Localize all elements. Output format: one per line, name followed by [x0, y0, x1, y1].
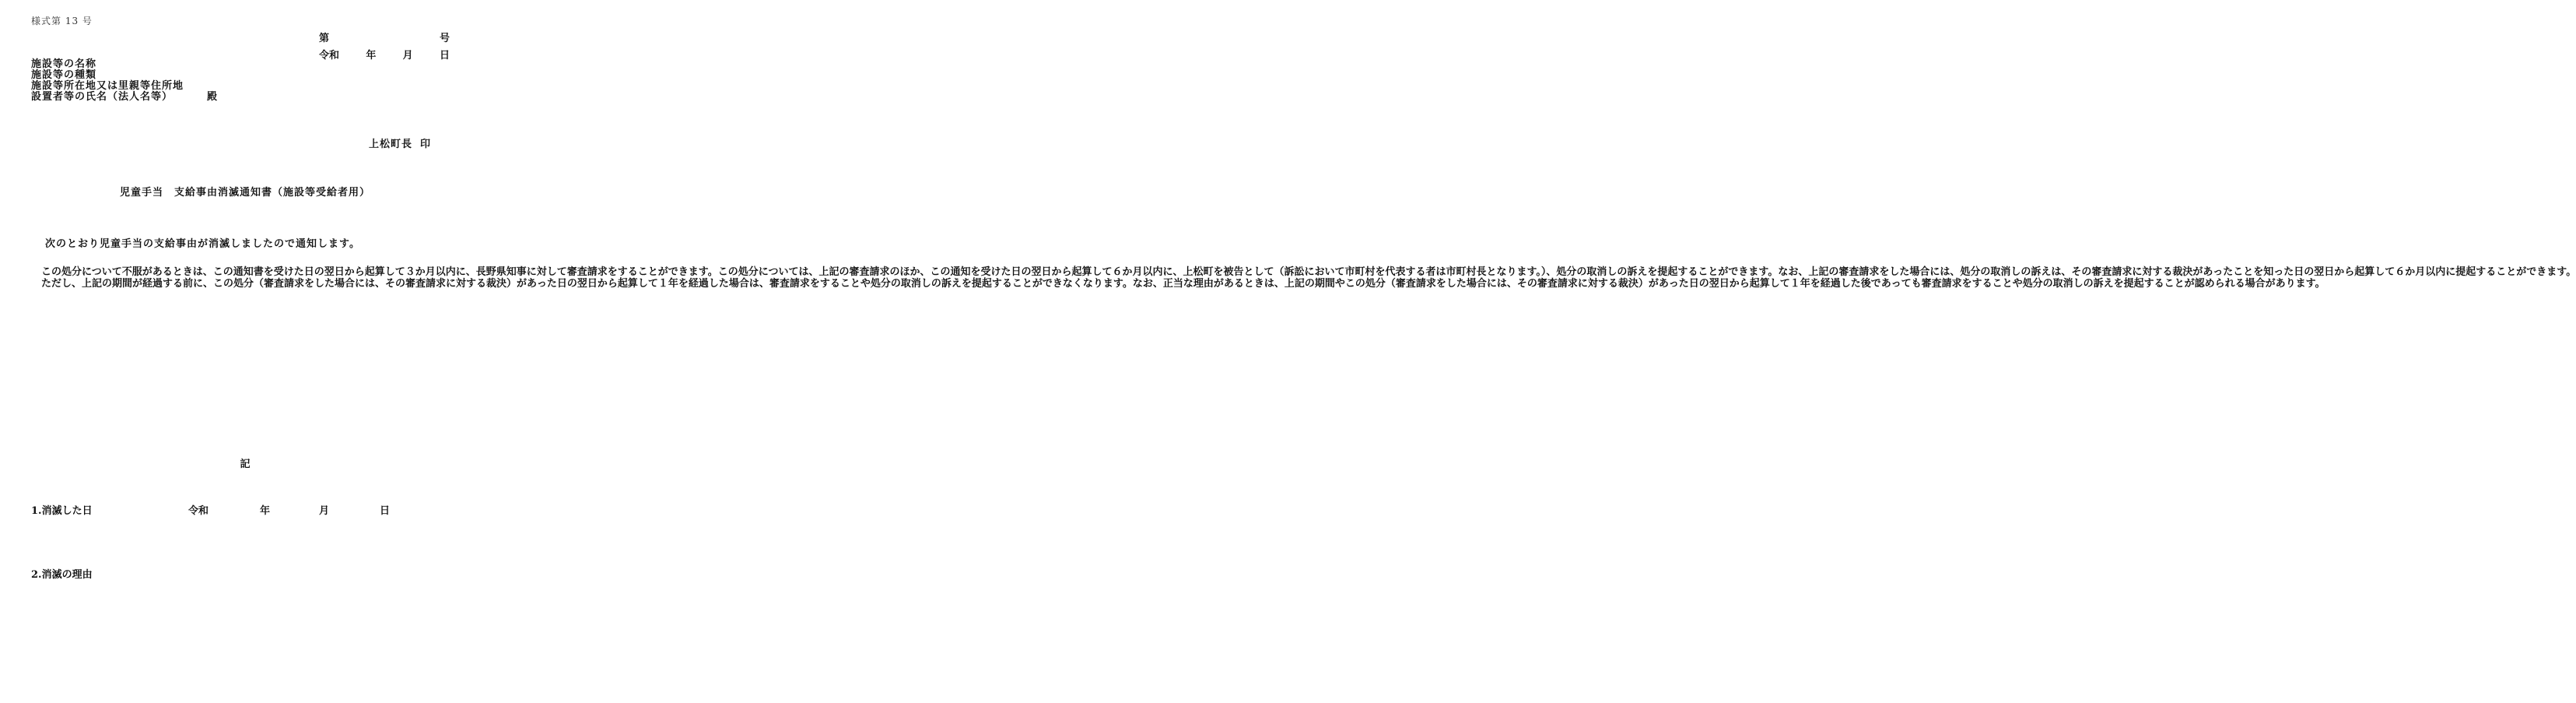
item1-day: 日 — [380, 505, 391, 517]
notice-paragraph-1: この処分について不服があるときは、この通知書を受けた日の翌日から起算して３か月以内に、長野県知事に対して審査請求をすることができます。この処分については、上記の審査請求のほか、この通知を受けた日の翌日から起算して６か月以内に、上松町を被告として（訴訟において市町村を代表する者は市町村長となります。）、処分の取消しの訴えを提起することができます。なお、上記の審査請求をした場合には、処分の取消しの訴えは、その審査請求に対する裁決があったことを知った日の翌日から起算して６か月以内に提起することができます。 — [41, 266, 2576, 278]
intro-text: 次のとおり児童手当の支給事由が消滅しましたので通知します。 — [45, 238, 360, 250]
item1-month: 月 — [319, 505, 330, 517]
number-prefix: 第 — [319, 33, 330, 44]
issue-day: 日 — [439, 50, 450, 62]
issue-date-line — [319, 47, 450, 62]
facility-name-label: 施設等の名称 — [31, 58, 97, 70]
item1-label: 1.消滅した日 — [31, 505, 93, 517]
seal-mark: 印 — [420, 139, 432, 150]
facility-type-label: 施設等の種類 — [31, 69, 97, 81]
issue-month: 月 — [402, 50, 413, 62]
appeal-notice — [31, 266, 2576, 290]
facility-address-label: 施設等所在地又は里親等住所地 — [31, 80, 184, 92]
item1-era: 令和 — [188, 505, 209, 517]
number-suffix: 号 — [439, 33, 450, 44]
issuer-name: 上松町長 — [369, 139, 413, 150]
item2-label: 2.消滅の理由 — [31, 569, 93, 581]
founder-name-label: 設置者等の氏名（法人名等） — [31, 91, 173, 103]
ki-heading: 記 — [240, 459, 251, 470]
notice-paragraph-2: ただし、上記の期間が経過する前に、この処分（審査請求をした場合には、その審査請求に対する裁決）があった日の翌日から起算して１年を経過した場合は、審査請求をすることや処分の取消しの訴えを提起することができなくなります。なお、正当な理由があるときは、上記の期間やこの処分（審査請求をした場合には、その審査請求に対する裁決）があった日の翌日から起算して１年を経過した後であっても審査請求をすることや処分の取消しの訴えを提起することが認められる場合があります。 — [41, 277, 2325, 290]
document-title: 児童手当 支給事由消滅通知書（施設等受給者用） — [119, 187, 370, 199]
honorific: 殿 — [207, 91, 219, 103]
issue-year: 年 — [366, 50, 377, 62]
founder-name-line — [31, 92, 218, 103]
form-number: 様式第 13 号 — [31, 16, 93, 26]
document-number-line — [319, 30, 450, 44]
issuer-block — [369, 135, 431, 150]
addressee-block — [31, 59, 218, 103]
issue-era: 令和 — [319, 50, 340, 62]
item1-year: 年 — [260, 505, 271, 517]
